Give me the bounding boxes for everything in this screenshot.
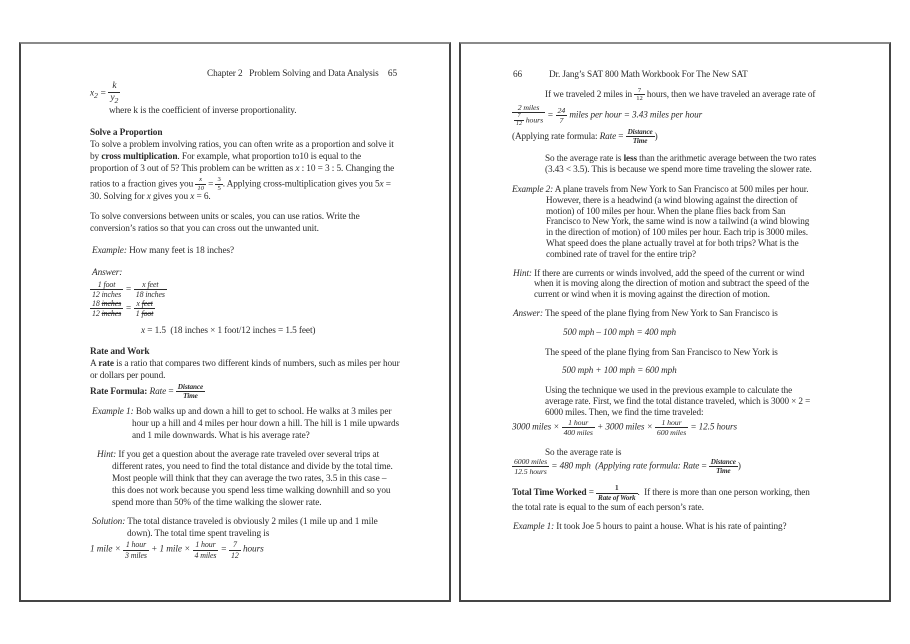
example-label: Example: [92,246,127,257]
fraction-denominator [108,93,120,106]
hint-label: Hint: [513,267,532,278]
fraction [562,418,595,437]
example-2-block [512,184,817,260]
answer-line [92,268,401,280]
fraction [512,457,549,476]
text-run: 18 [92,298,102,308]
bold-term: rate [98,358,114,369]
fraction-numerator: Distance [627,128,653,136]
math-variable: Rate [599,130,617,141]
text-run: x [136,298,142,308]
book-title: Dr. Jang’s SAT 800 Math Workbook For The New SAT [549,69,748,79]
text-run: : 10 = 3 : 5. Changing the ratios to a fraction gives you [90,163,395,190]
formula-inverse-proportionality [90,81,401,105]
fraction-numerator: 1 foot [90,280,123,290]
fraction [655,418,688,437]
paragraph-using-technique: Using the technique we used in the previous example to calculate the average rate. First, we find the total distance traveled, which is 3000 × 2 = 6000 miles. Then, we find the time traveled: [545,385,811,417]
fraction-denominator: Time [632,137,648,146]
cancelled-unit: inches [101,298,122,308]
fraction-numerator: 7 [514,113,524,121]
rate-formula-line [90,383,401,401]
text-run: miles per hour = 3.43 miles per hour [567,109,703,120]
fraction-numerator: 1 hour [655,418,688,428]
example-line [92,246,401,258]
page-number-left: 65 [387,69,397,79]
equals-sign: = [205,179,216,190]
fraction-numerator: Distance [177,382,204,391]
fraction-denominator: 3 miles [125,550,147,560]
fraction-denominator [134,309,156,318]
text-run: ) [654,130,658,141]
fraction [229,540,241,559]
hint-text: If there are currents or winds involved, add the speed of the current or wind when it is moving along the direction of motion and subtract the speed of the current or wind when it is moving against the direction of motion. [534,267,810,300]
equals-sign: = [97,88,109,99]
equals-sign: = [616,130,626,141]
fraction-denominator [512,113,545,128]
fraction [193,540,219,559]
text-run: = 12.5 hours [688,421,737,432]
fraction-denominator: 12 inches [92,289,122,299]
paragraph-average-rate-intro [545,87,817,103]
fraction [134,280,167,299]
fraction-denominator: 600 miles [656,427,687,437]
math-variable: Rate [147,386,167,397]
fraction-denominator: 12 [516,121,522,127]
text-run: hours, then we have traveled an average rate of [644,89,816,100]
fraction-numerator: 6000 miles [514,457,548,467]
fraction-denominator: 12.5 hours [514,467,547,477]
text-run: + 3000 miles × [594,421,655,432]
example-text: How many feet is 18 inches? [129,246,235,257]
fraction [556,106,568,125]
inline-fraction [215,176,222,192]
fraction-numerator: 24 [557,106,566,116]
equals-sign: = [699,460,709,471]
fraction-denominator: 4 miles [194,550,217,560]
fraction-denominator: 400 miles [563,427,593,437]
text-run: = 480 mph (Applying rate formula: [549,460,683,471]
equals-sign: = [166,386,176,397]
fraction-denominator: Time [716,467,731,476]
example-1-block [90,407,401,443]
example-1-block-right [512,521,817,532]
running-header-left [90,69,401,81]
text-run: . For example, what proportion to10 is equal to the proportion of 3 out of 5? This problem can be written as [90,152,362,174]
text-run: ) [737,460,741,471]
subscript: 2 [114,95,119,105]
fraction-numerator: Distance [710,458,736,467]
bold-term: Total Time Worked [512,487,587,498]
math-variable: x [146,192,151,203]
fraction [176,383,205,401]
hint-text: If you get a question about the average rate traveled over several trips at different rates, you need to find the total distance and divide by the total time. Most people will think that they can average the two rates, 3.5 in this case – this does not work because you spend less time walking downhill and so you spend more than 50% of the time walking the slower rate. [112,450,393,508]
fraction-denominator: 7 [559,116,564,126]
fraction [134,299,156,318]
hint-block [90,450,401,510]
hint-block [512,268,817,300]
formula-feet-inches-proportion [90,280,401,299]
text-run: . Applying cross-multiplication gives you 5 [222,179,380,190]
math-variable: Rate [682,460,700,471]
solution-block [90,517,401,541]
fraction-numerator [108,81,120,93]
fraction-denominator: 5 [217,184,221,192]
chapter-title: Chapter 2 Problem Solving and Data Analysis [207,69,379,79]
answer-block [512,308,817,319]
text-run: 3000 miles × [512,421,562,432]
equals-sign: = [123,284,134,295]
fraction-numerator: 1 [596,484,638,493]
fraction-numerator: x [195,176,206,185]
fraction [108,81,120,105]
text-run: If we traveled 2 miles in [545,89,635,100]
example-label: Example 1: [513,520,555,531]
fraction-denominator: Rate of Work [598,493,636,502]
formula-tailwind-speed: 500 mph + 100 mph = 600 mph [562,365,677,376]
text-run: (Applying rate formula: [512,130,600,141]
fraction [709,458,738,475]
formula-headwind-speed: 500 mph – 100 mph = 400 mph [563,326,676,337]
math-variable: x [379,179,384,190]
hint-label: Hint: [97,450,117,461]
formula-result-line [141,326,401,338]
page-number-right: 66 [513,69,522,79]
text-run: than the arithmetic average between the two rates (3.43 < 3.5). This is because we spend more time traveling the slower rate. [545,153,817,175]
text-run: gives you [150,192,191,203]
text-run: = 6. [194,192,211,203]
inline-fraction [195,176,206,192]
paragraph-where-k: where k is the coefficient of inverse proportionality. [109,106,297,117]
fraction-numerator: 2 miles [512,103,545,113]
text-run: + 1 mile × [148,545,193,556]
paragraph-total-time-worked [512,484,817,512]
page-left-content [21,44,449,600]
paragraph-less-than-average [545,153,817,175]
fraction-numerator: 7 [634,87,644,96]
cancelled-unit: inches [101,309,122,319]
fraction-denominator: 12 [636,95,643,103]
text-run: y [110,92,115,103]
text-run: is a ratio that compares two different kinds of numbers, such as miles per hour or dollars per pound. [90,358,400,381]
fraction-denominator: 18 inches [135,289,165,299]
fraction [512,103,545,128]
subscript: 2 [94,91,98,101]
text-run: x [90,88,95,99]
paragraph-return-speed: The speed of the plane flying from San Francisco to New York is [545,346,778,357]
text-run: 1 [135,309,142,319]
example-label: Example 2: [512,184,554,195]
cancelled-unit: foot [141,309,154,319]
example-text: A plane travels from New York to San Francisco at 500 miles per hour. However, there is a headwind (a wind blowing against the direction of motion) of 100 miles per hour. When the plane flies back from San Francisco to New York, the same wind is now a tailwind (a wind blowing in the direction of motion) of 100 miles per hour. Each trip is 3000 miles. What speed does the plane actually travel at for both trips? What is the combined rate of travel for the entire trip? [546,184,810,259]
page-right [459,42,891,602]
formula-total-time [90,540,401,559]
fraction-numerator [90,299,123,309]
page-left [19,42,451,602]
equals-sign: = [586,487,597,498]
text-run: To solve a problem involving ratios, you can often write as a proportion and solve it by [90,140,394,163]
equals-sign: = [545,109,556,120]
paragraph-conversions: To solve conversions between units or scales, you can use ratios. Write the conversion’s ratios so that you can cross out the unwanted unit. [90,212,360,235]
text-run: So the average rate is [545,153,624,164]
math-variable: x [190,192,195,203]
cancelled-unit: feet [141,298,153,308]
text-run: 12 [92,309,102,319]
math-variable: x [141,326,146,337]
example-label: Example 1: [92,407,134,418]
paragraph-rate-definition [90,359,401,383]
fraction [90,280,123,299]
fraction-numerator: 1 hour [562,418,595,428]
inline-fraction [634,87,644,103]
text-run: = 30. Solving for [90,179,391,203]
bold-term: less [623,153,637,164]
equals-sign: = [123,303,134,314]
fraction [90,299,123,318]
answer-text: The speed of the plane flying from New York to San Francisco is [544,308,778,319]
fraction-numerator: 3 [217,175,221,183]
text-run: hours [523,115,544,125]
fraction [123,540,149,559]
section-heading-rate-and-work: Rate and Work [90,347,150,358]
text-run: A [90,358,99,369]
solution-text: The total distance traveled is obviously 2 miles (1 mile up and 1 mile down). The total time spent traveling is [127,516,378,539]
answer-label: Answer: [513,308,543,319]
bold-term: cross multiplication [101,152,178,163]
formula-final-average-rate [512,457,817,476]
fraction [626,128,655,145]
solution-label: Solution: [92,516,126,527]
fraction-denominator [90,309,123,318]
nested-fraction [514,113,524,128]
fraction-numerator: 7 [229,540,241,550]
fraction-numerator [134,299,156,309]
formula-average-rate [512,103,817,128]
fraction-numerator: 1 hour [123,540,149,550]
text-run: = 1.5 (18 inches × 1 foot/12 inches = 1.5 feet) [145,326,316,337]
page-right-content [461,44,889,600]
text-run: . If there is more than one person working, then the total rate is equal to the sum of each person’s rate. [512,487,810,512]
answer-label: Answer: [92,267,123,278]
text-run: k [112,80,117,91]
fraction-denominator: 12 [231,550,239,560]
example-text: Bob walks up and down a hill to get to school. He walks at 3 miles per hour up a hill and 4 miles per hour down a hill. The hill is 1 mile upwards and 1 mile downwards. What is his average rate? [132,407,400,442]
text-run: 1 mile × [90,545,124,556]
example-text: It took Joe 5 hours to paint a house. What is his rate of painting? [556,520,787,531]
text-run: hours [240,545,264,556]
equals-sign: = [218,545,230,556]
formula-time-traveled [512,418,817,437]
running-header-right [512,69,817,80]
section-heading-solve-a-proportion: Solve a Proportion [90,128,163,139]
math-variable: x [295,163,300,174]
fraction-numerator: 1 hour [193,540,219,550]
formula-applying-rate [512,128,817,145]
fraction-numerator: x feet [134,280,167,290]
fraction-denominator: Time [183,392,198,401]
formula-unit-cancellation [90,299,401,318]
fraction-denominator: 10 [197,184,204,192]
paragraph-proportion [90,140,401,204]
formula-label: Rate Formula: [90,386,148,397]
fraction [596,484,638,501]
paragraph-so-average-rate: So the average rate is [545,446,622,457]
